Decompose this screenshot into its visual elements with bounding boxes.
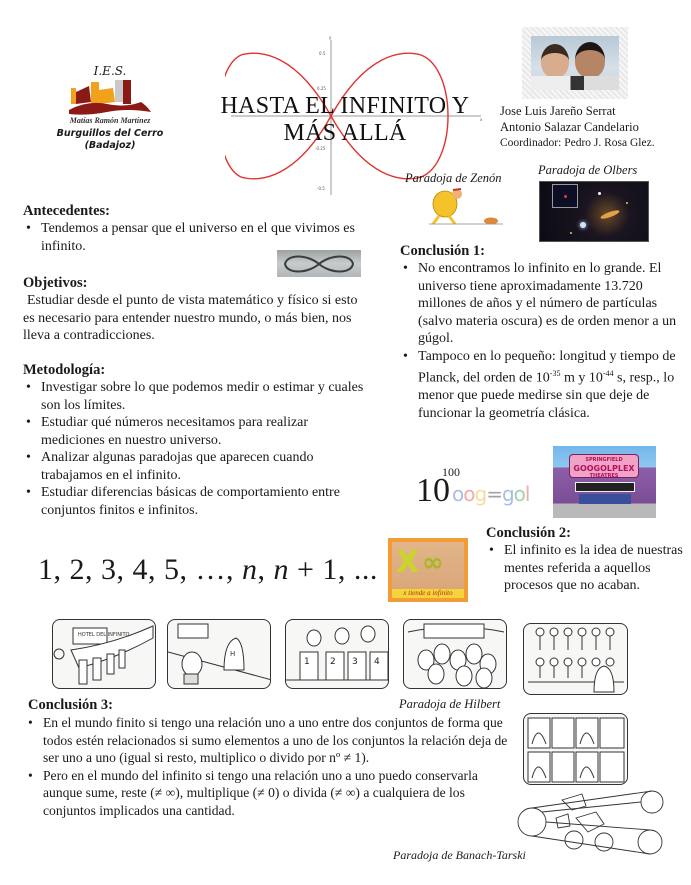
infinity-symbol-icon: ∞ [422, 548, 444, 578]
svg-text:-0.5: -0.5 [317, 186, 325, 191]
logo-school-name: Matías Ramón Martínez [69, 116, 151, 125]
hilbert-panel-rooms [523, 713, 628, 785]
objetivos-text: Estudiar desde el punto de vista matemático y físico si esto es necesario para entender nuestro mundo, o más bien, nos lleva a contradicciones. [23, 293, 358, 343]
svg-text:4: 4 [374, 657, 380, 667]
caption-hilbert: Paradoja de Hilbert [399, 697, 501, 711]
coordinator: Coordinador: Pedro J. Rosa Glez. [500, 137, 655, 149]
conclusion-2-heading: Conclusión 2: [486, 525, 572, 541]
title-line-1: HASTA EL INFINITO Y [220, 93, 470, 119]
zenon-achilles-illustration [425, 186, 505, 230]
section-conclusion-3 [28, 697, 518, 819]
svg-text:-0.25: -0.25 [315, 146, 326, 151]
school-logo [55, 64, 165, 154]
authors-photo [522, 27, 628, 99]
svg-text:H: H [230, 650, 236, 658]
page-title [200, 93, 490, 147]
x-tiende-caption: x tiende a infinito [392, 589, 464, 598]
conclusion-1-list [400, 260, 685, 422]
conclusion-3-item: • En el mundo finito si tengo una relación uno a uno entre dos conjuntos de forma que todos estén relacionados si sumo elementos a uno de los conjuntos la relación deja de ser uno a uno (igual si resto, multiplico o divido por nº ≠ 1). [25, 714, 518, 767]
conclusion-3-heading: Conclusión 3: [28, 697, 114, 713]
googol-image [414, 465, 530, 513]
svg-text:0.5: 0.5 [319, 51, 326, 56]
logo-ies-text: I.E.S. [93, 64, 127, 78]
caption-banach-tarski: Paradoja de Banach-Tarski [393, 848, 526, 862]
googol-exponent: 100 [442, 465, 460, 479]
svg-text:HOTEL DEL INFINITO: HOTEL DEL INFINITO [78, 632, 130, 638]
section-conclusion-2 [486, 525, 686, 595]
metodologia-list [23, 379, 368, 519]
x-tiende-a-infinito-image [388, 538, 468, 602]
metodologia-item: • Investigar sobre lo que podemos medir o estimar y cuales son los límites. [23, 379, 368, 414]
metodologia-item: • Analizar algunas paradojas que aparecen cuando trabajamos en el infinito. [23, 449, 368, 484]
hilbert-panel-doors [285, 619, 389, 689]
caption-olbers: Paradoja de Olbers [538, 163, 638, 177]
section-conclusion-1 [400, 243, 685, 422]
conclusion-3-list [25, 714, 518, 819]
metodologia-heading: Metodología: [23, 362, 106, 378]
hilbert-panel-crowd [403, 619, 507, 689]
section-metodologia [23, 362, 368, 519]
authors-block [500, 103, 690, 151]
title-line-2: MÁS ALLÁ [283, 120, 407, 146]
googolplex-theatre-image [553, 446, 656, 518]
svg-text:x: x [480, 117, 483, 122]
theatre-sign: SPRINGFIELD GOOGOLPLEX THEATRES [569, 454, 639, 478]
logo-town: Burguillos del Cerro (Badajoz) [56, 128, 164, 151]
olbers-galaxy-image [539, 181, 649, 242]
conclusion-1-item: • No encontramos lo infinito en lo grande. El universo tiene aproximadamente 13.720 millones de años y el número de partículas (salvo materia oscura) es de orden menor a un gúgol. [400, 260, 685, 348]
antecedentes-heading: Antecedentes: [23, 203, 110, 219]
metodologia-item: • Estudiar diferencias básicas de comportamiento entre conjuntos finitos e infinitos. [23, 484, 368, 519]
section-objetivos [23, 275, 368, 345]
banach-tarski-illustration [512, 790, 672, 860]
conclusion-2-item: • El infinito es la idea de nuestras mentes referida a aquellos procesos que no acaban. [486, 542, 686, 595]
googol-base: 10 [416, 472, 450, 509]
infinity-drawing-icon [277, 250, 361, 277]
svg-text:y: y [329, 35, 332, 40]
author-1: Jose Luis Jareño Serrat [500, 104, 616, 118]
svg-text:2: 2 [330, 657, 336, 667]
hilbert-panel-keys [523, 623, 628, 695]
natural-number-sequence: 1, 2, 3, 4, 5, …, n, n + 1, ... [38, 553, 378, 586]
x-letter: X [396, 545, 420, 580]
metodologia-item: • Estudiar qué números necesitamos para realizar mediciones en nuestro universo. [23, 414, 368, 449]
objetivos-heading: Objetivos: [23, 275, 88, 291]
castle-logo-icon [67, 78, 153, 118]
conclusion-1-item: • Tampoco en lo pequeño: longitud y tiempo de Planck, del orden de $10^{-35}$ m y $10^{-44}$ s, resp., lo menor que puede medirse sin que deje de funcionar la geometría clásica. [400, 348, 685, 423]
caption-zenon: Paradoja de Zenón [405, 171, 502, 185]
section-antecedentes [23, 203, 368, 255]
googol-logo-text: oog=gol [452, 482, 530, 506]
person-2 [575, 42, 605, 78]
conclusion-3-item: • Pero en el mundo del infinito si tengo una relación uno a uno puedo conservarla aunque sume, reste (≠ ∞), multiplique (≠ 0) o divida (≠ ∞) a cualquiera de los conjuntos implicados una cantidad. [25, 767, 518, 820]
sand-infinity-image [277, 250, 361, 277]
svg-text:1: 1 [304, 657, 310, 667]
antecedentes-item: • Tendemos a pensar que el universo en el que vivimos es infinito. [23, 220, 368, 255]
hilbert-panel-hotel [52, 619, 156, 689]
conclusion-2-list [486, 542, 686, 595]
hilbert-panel-guest [167, 619, 271, 689]
svg-text:0.25: 0.25 [317, 86, 326, 91]
svg-text:3: 3 [352, 657, 358, 667]
author-2: Antonio Salazar Candelario [500, 120, 639, 134]
conclusion-1-heading: Conclusión 1: [400, 243, 486, 259]
person-1 [541, 44, 569, 78]
